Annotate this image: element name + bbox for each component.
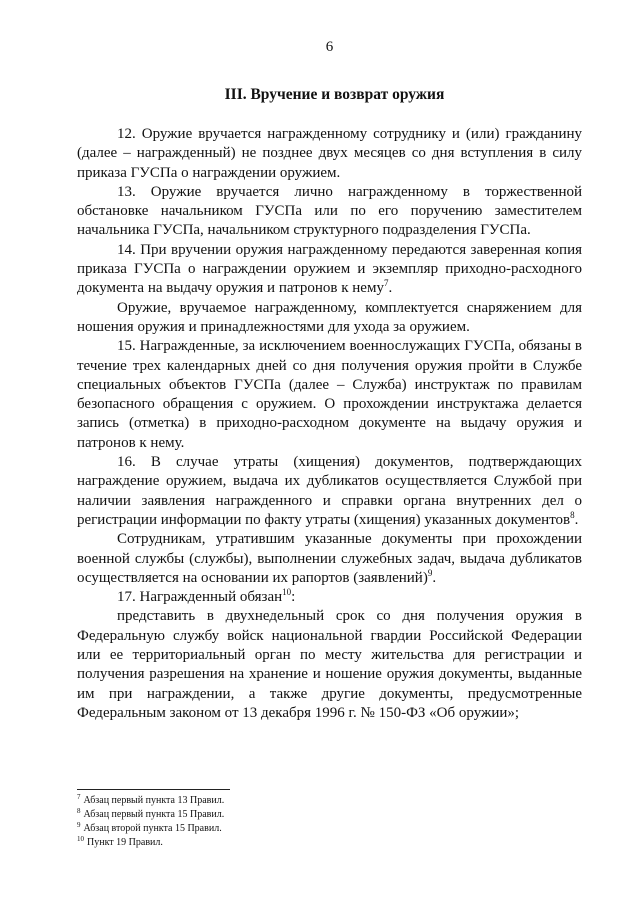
footnote-ref-9: 9 bbox=[427, 567, 433, 578]
paragraph-14: 14. При вручении оружия награжденному передаются заверенная копия приказа ГУСПа о награждении оружием и экземпляр приходно-расходного документа на выдачу оружия и патронов к нему$^7$. bbox=[77, 241, 582, 297]
paragraph-17: 17. Награжденный обязан$^{10}$: bbox=[117, 587, 296, 606]
footnote-10: $^{10}$ Пункт 19 Правил. bbox=[77, 834, 163, 848]
footnote-ref-7: 7 bbox=[383, 278, 389, 289]
footnotes bbox=[77, 794, 377, 850]
paragraph-12: 12. Оружие вручается награжденному сотруднику и (или) гражданину (далее – награжденный) не позднее двух месяцев со дня вступления в силу приказа ГУСПа о награждении оружием. bbox=[77, 126, 582, 181]
paragraph-16-military: Сотрудникам, утратившим указанные документы при прохождении военной службы (службы), выполнении служебных задач, выдача дубликатов осуществляется на основании их рапортов (заявлений)$^9$. bbox=[77, 531, 582, 586]
paragraph-17-obligation: представить в двухнедельный срок со дня получения оружия в Федеральную службу войск национальной гвардии Российской Федерации или ее территориальный орган по месту жительства для регистрации и получения разрешения на хранение и ношение оружия документы, выданные им при награждении, а также другие документы, предусмотренные Федеральным законом от 13 декабря 1996 г. № 150-ФЗ «Об оружии»; bbox=[77, 608, 582, 721]
body-text bbox=[77, 125, 582, 723]
page-number: 6 bbox=[325, 39, 334, 55]
paragraph-15: 15. Награжденные, за исключением военнослужащих ГУСПа, обязаны в течение трех календарных дней со дня получения оружия пройти в Службе специальных объектов ГУСПа (далее – Служба) инструктаж по правилам безопасного обращения с оружием. О прохождении инструктажа делается запись (отметка) в приходно-расходном документе на выдачу оружия и патронов к нему. bbox=[77, 338, 582, 451]
paragraph-13: 13. Оружие вручается лично награжденному в торжественной обстановке начальником ГУСПа или по его поручению заместителем начальника ГУСПа, начальником структурного подразделения ГУСПа. bbox=[77, 183, 582, 239]
footnote-7: $^7$ Абзац первый пункта 13 Правил. bbox=[77, 792, 225, 806]
footnote-ref-8: 8 bbox=[570, 509, 575, 520]
paragraph-14-equipment: Оружие, вручаемое награжденному, комплектуется снаряжением для ношения оружия и принадлежностями для ухода за оружием. bbox=[77, 299, 582, 335]
footnote-divider bbox=[77, 789, 230, 790]
section-title: III. Вручение и возврат оружия bbox=[224, 86, 445, 103]
footnote-9: $^9$ Абзац второй пункта 15 Правил. bbox=[77, 820, 222, 834]
footnote-ref-10: 10 bbox=[282, 587, 292, 598]
footnote-8: $^8$ Абзац первый пункта 15 Правил. bbox=[77, 806, 225, 820]
paragraph-16: 16. В случае утраты (хищения) документов, подтверждающих награждение оружием, выдача их дубликатов осуществляется Службой при наличии заявления награжденного и справки органа внутренних дел о регистрации информации по факту утраты (хищения) указанных документов$^8$. bbox=[77, 454, 582, 528]
